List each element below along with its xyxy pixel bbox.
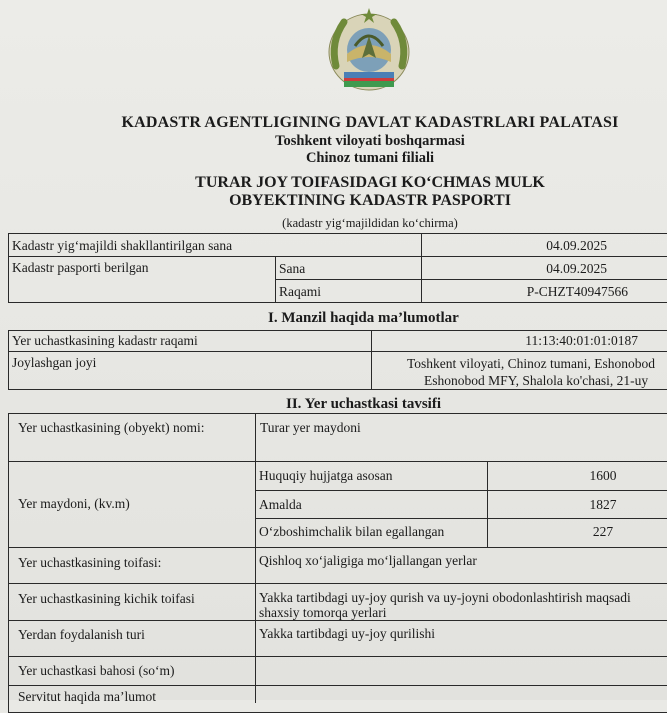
location-value-line1: Toshkent viloyati, Chinoz tumani, Eshonobod	[407, 356, 656, 371]
number-label: Raqami	[279, 284, 321, 299]
state-emblem-icon	[322, 6, 416, 94]
agency-title: KADASTR AGENTLIGINING DAVLAT KADASTRLARI PALATASI	[121, 114, 619, 131]
price-label: Yer uchastkasi bahosi (so‘m)	[18, 663, 175, 678]
area-unauthorized-label: O‘zboshimchalik bilan egallangan	[259, 524, 445, 539]
cadastral-number-label: Yer uchastkasining kadastr raqami	[12, 333, 198, 348]
object-name-label: Yer uchastkasining (obyekt) nomi:	[18, 420, 205, 435]
number-value: P-CHZT40947566	[526, 284, 628, 299]
area-label: Yer maydoni, (kv.m)	[18, 496, 130, 511]
document-subtitle: (kadastr yig‘majildidan ko‘chirma)	[282, 216, 458, 230]
area-actual-label: Amalda	[259, 497, 302, 512]
category-value: Qishloq xo‘jaligiga mo‘ljallangan yerlar	[259, 553, 477, 568]
area-legal-value: 1600	[589, 468, 617, 483]
location-value-line2: Eshonobod MFY, Shalola ko'chasi, 21-uy	[424, 373, 649, 388]
district-branch: Chinoz tumani filiali	[305, 150, 435, 166]
land-use-label: Yerdan foydalanish turi	[18, 627, 145, 642]
date-value: 04.09.2025	[546, 261, 607, 276]
location-label: Joylashgan joyi	[12, 355, 97, 370]
subcategory-value-line1: Yakka tartibdagi uy-joy qurish va uy-joyni obodonlashtirish maqsadi	[259, 590, 631, 605]
object-name-value: Turar yer maydoni	[260, 420, 361, 435]
date-label: Sana	[279, 261, 306, 276]
subcategory-value-line2: shaxsiy tomorqa yerlari	[259, 605, 387, 620]
section1-title: I. Manzil haqida ma’lumotlar	[268, 310, 459, 326]
formed-date-label: Kadastr yig‘majildi shakllantirilgan sana	[12, 238, 233, 253]
formed-date-value: 04.09.2025	[546, 238, 607, 253]
issued-label: Kadastr pasporti berilgan	[12, 260, 149, 275]
section2-title: II. Yer uchastkasi tavsifi	[286, 396, 442, 412]
subcategory-label: Yer uchastkasining kichik toifasi	[18, 591, 195, 606]
area-legal-label: Huquqiy hujjatga asosan	[259, 468, 393, 483]
region-office: Toshkent viloyati boshqarmasi	[275, 133, 465, 149]
area-actual-value: 1827	[589, 497, 617, 512]
area-unauthorized-value: 227	[592, 524, 614, 539]
document-title-line1: TURAR JOY TOIFASIDAGI KO‘CHMAS MULK	[195, 174, 545, 191]
cadastral-number-value: 11:13:40:01:01:0187	[525, 333, 638, 348]
servitut-label: Servitut haqida ma’lumot	[18, 689, 156, 704]
land-use-value: Yakka tartibdagi uy-joy qurilishi	[259, 626, 435, 641]
document-title-line2: OBYEKTINING KADASTR PASPORTI	[229, 192, 511, 209]
category-label: Yer uchastkasining toifasi:	[18, 555, 162, 570]
